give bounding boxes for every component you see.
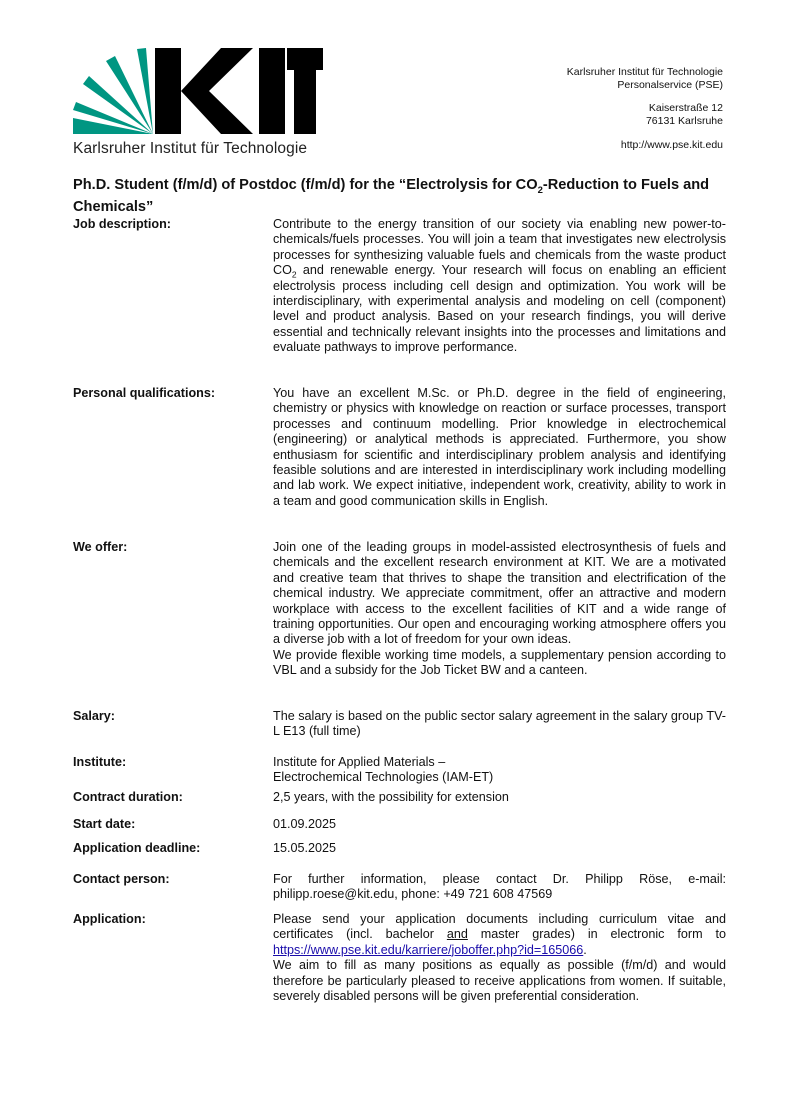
title-subscript: 2 (537, 184, 543, 196)
title-part: -Reduction to Fuels and Chemicals” (73, 177, 710, 215)
section-text: For further information, please contact Dr. Philipp Röse, e-mail: philipp.roese@kit.edu, phone: +49 721 608 47569 (273, 872, 726, 902)
section-label: Contract duration: (73, 790, 183, 804)
section-text: The salary is based on the public sector salary agreement in the salary group TV-L E13 (full time) (273, 709, 726, 739)
address-org-line: Personalservice (PSE) (617, 79, 723, 91)
website-url: http://www.pse.kit.edu (620, 139, 723, 151)
job-title (73, 177, 733, 216)
address-org-line: Karlsruher Institut für Technologie (566, 66, 723, 78)
text-line: Electrochemical Technologies (IAM-ET) (273, 770, 494, 785)
kit-logo (73, 44, 323, 162)
address-street (646, 102, 723, 128)
text-underlined: and (446, 927, 468, 942)
section-text: 01.09.2025 (273, 817, 337, 831)
text-part: master grades) in electronic form to (467, 927, 726, 942)
text-line: Institute for Applied Materials – (273, 755, 446, 769)
section-text (273, 755, 726, 786)
logo-subtitle: Karlsruher Institut für Technologie (73, 140, 308, 157)
section-label: Institute: (73, 755, 127, 769)
text-subscript: 2 (291, 269, 297, 280)
section-label: We offer: (73, 540, 128, 554)
section-label: Application: (73, 912, 146, 926)
text-part: . (583, 942, 587, 957)
kit-logo-mark (73, 44, 323, 136)
section-label: Start date: (73, 817, 136, 831)
address-org (567, 66, 723, 92)
section-label: Personal qualifications: (73, 386, 216, 400)
paragraph: We provide flexible working time models, a supplementary pension according to VBL and a subsidy for the Job Ticket BW and a canteen. (273, 647, 726, 678)
text-part: Please send your application documents including curriculum vitae and certificates (incl. bachelor (273, 912, 726, 942)
section-label: Salary: (73, 709, 116, 723)
section-text (273, 912, 726, 1004)
section-text (273, 540, 726, 679)
address-web (621, 139, 723, 152)
address-city-line: 76131 Karlsruhe (645, 115, 723, 127)
section-label: Application deadline: (73, 841, 201, 855)
section-label: Job description: (73, 217, 171, 231)
application-link[interactable]: https://www.pse.kit.edu/karriere/joboffer.php?id=165066 (273, 942, 584, 957)
section-text: 15.05.2025 (273, 841, 337, 855)
section-text: You have an excellent M.Sc. or Ph.D. degree in the field of engineering, chemistry or physics with knowledge on reaction or surface processes, transport processes and continuum modelling. Prior knowledge in electrochemical (engineering) or analytical methods is appreciated. Furthermore, you show enthusiasm for scientific and interdisciplinary problem analysis and identifying feasible solutions and are interested in interdisciplinary work including modelling and lab work. We expect initiative, independent work, creativity, ability to work in a team and good communication skills in English. (273, 386, 726, 508)
section-label: Contact person: (73, 872, 170, 886)
paragraph: We aim to fill as many positions as equally as possible (f/m/d) and would therefore be particularly pleased to receive applications from women. If suitable, severely disabled persons will be given preferential consideration. (273, 958, 726, 1004)
section-text: 2,5 years, with the possibility for extension (273, 790, 509, 804)
text-part: and renewable energy. Your research will focus on enabling an efficient electrolysis process including cell design and optimization. You work will be interdisciplinary, with experimental analysis and modeling on cell (component) level and product analysis. Based on your research findings, you will derive essential and technically relevant insights into the processes and limitations and evaluate pathways to improve performance. (273, 263, 726, 355)
address-street-line: Kaiserstraße 12 (648, 102, 723, 114)
text-part: Contribute to the energy transition of our society via enabling new power-to-chemicals/fuels processes. You will join a team that investigates new electrolysis processes for synthesizing valuable fuels and chemicals from the waste product CO (273, 217, 726, 278)
paragraph: Join one of the leading groups in model-assisted electrosynthesis of fuels and chemicals and the excellent research environment at KIT. We are a motivated and creative team that thrives to shape the transition and electrification of the chemical industry. We appreciate commitment, offer an attractive and modern workplace with access to the excellent facilities of KIT and a wide range of training opportunities. Our open and encouraging working atmosphere offers you a diverse job with a lot of freedom for your own ideas. (273, 540, 726, 647)
title-part: Ph.D. Student (f/m/d) of Postdoc (f/m/d) for the “Electrolysis for CO (73, 177, 538, 193)
section-text (273, 217, 726, 356)
paragraph (273, 912, 726, 958)
